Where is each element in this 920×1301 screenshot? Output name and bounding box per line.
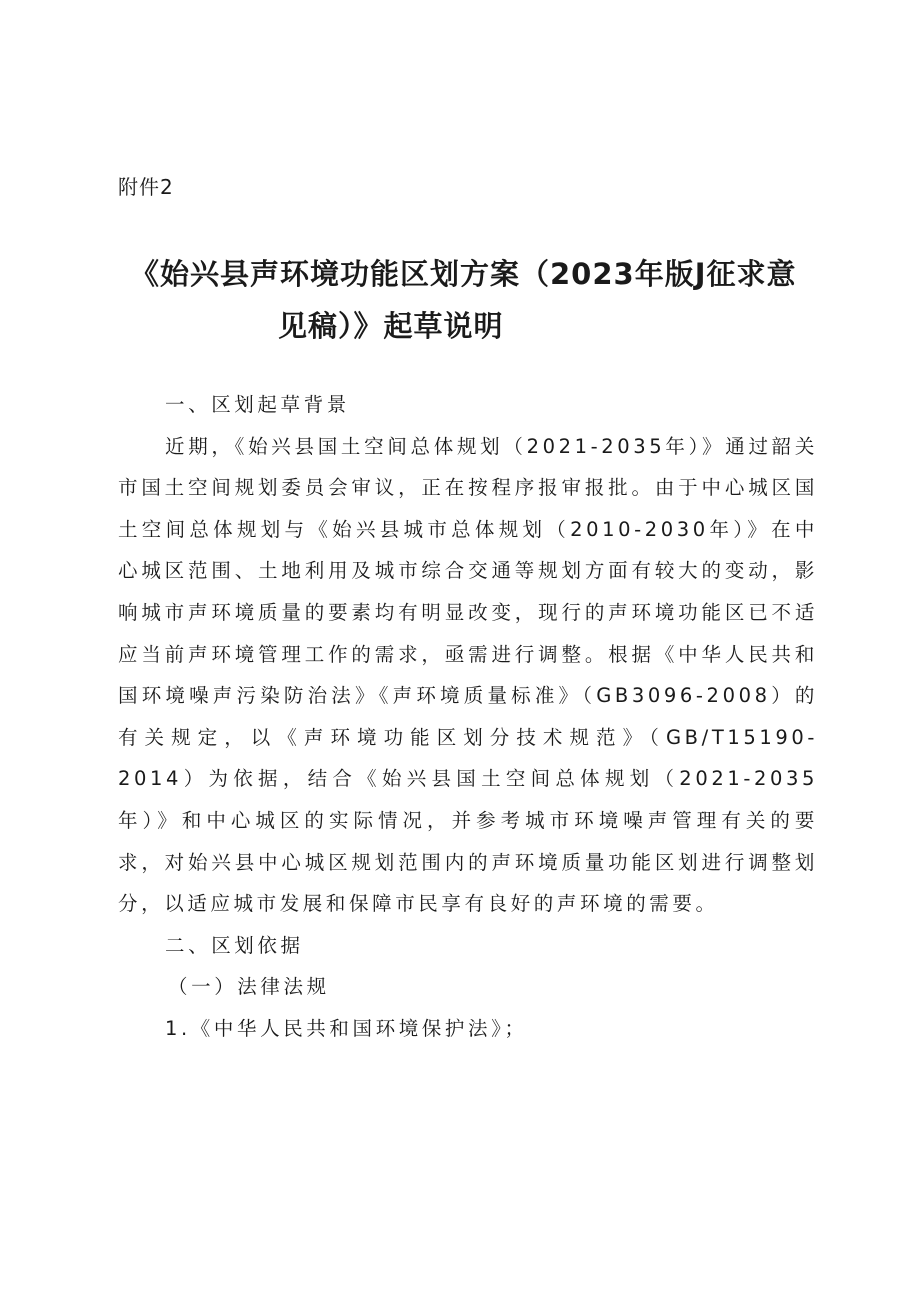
section-heading-background: 一、区划起草背景 — [165, 393, 350, 416]
title-line-1: 《始兴县声环境功能区划方案（2023年版J征求意 — [130, 257, 797, 291]
list-item: 1.《中华人民共和国环境保护法》； — [165, 1016, 528, 1040]
paragraph-background: 近期，《始兴县国土空间总体规划（2021-2035年）》通过韶关市国土空间规划委员会审议，正在按程序报审报批。由于中心城区国土空间总体规划与《始兴县城市总体规划（2010-2030年）》在中心城区范围、土地利用及城市综合交通等规划方面有较大的变动，影响城市声环境质量的要素均有明显改变，现行的声环境功能区已不适应当前声环境管理工作的需求，亟需进行调整。根据《中华人民共和国环境噪声污染防治法》《声环境质量标准》（GB3096-2008）的有关规定，以《声环境功能区划分技术规范》（GB/T15190-2014）为依据，结合《始兴县国土空间总体规划（2021-2035年）》和中心城区的实际情况，并参考城市环境噪声管理有关的要求，对始兴县中心城区规划范围内的声环境质量功能区划进行调整划分，以适应城市发展和保障市民享有良好的声环境的需要。 — [118, 434, 818, 916]
subsection-heading-laws: （一）法律法规 — [168, 975, 330, 999]
document-body — [118, 384, 818, 1050]
attachment-label: 附件2 — [118, 175, 174, 199]
section-heading-basis: 二、区划依据 — [165, 933, 304, 957]
document-title — [130, 248, 820, 352]
title-line-2: 见稿）》起草说明 — [278, 309, 504, 343]
